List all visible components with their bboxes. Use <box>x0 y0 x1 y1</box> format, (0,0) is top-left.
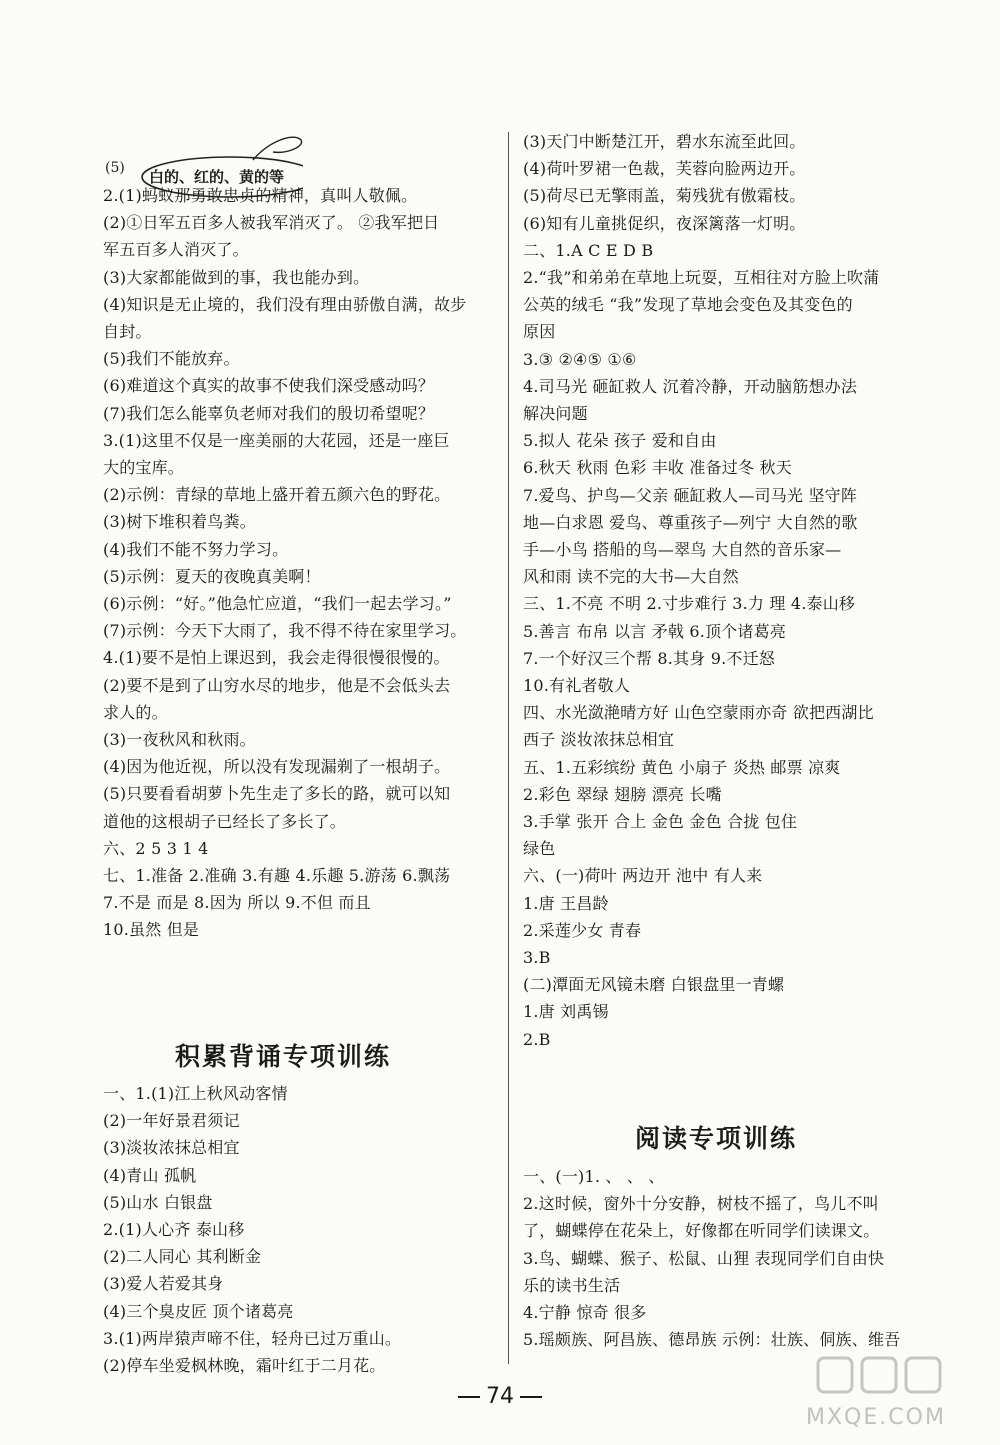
svg-text:MXQE.COM: MXQE.COM <box>806 1405 946 1430</box>
watermark-icon <box>800 1352 970 1432</box>
text-line: 1.唐 王昌龄 <box>523 893 609 913</box>
text-line: 原因 <box>523 322 556 342</box>
text-line: 道他的这根胡子已经长了多长了。 <box>103 811 347 831</box>
text-line: (4)我们不能不努力学习。 <box>103 539 289 559</box>
text-line: 军五百多人消灭了。 <box>103 240 249 260</box>
text-line: (3)淡妆浓抹总相宜 <box>103 1138 240 1158</box>
text-line: 2.“我”和弟弟在草地上玩耍，互相往对方脸上吹蒲 <box>523 268 880 287</box>
text-line: 3.(1)这里不仅是一座美丽的大花园，还是一座巨 <box>103 430 450 450</box>
text-line: 3.③ ②④⑤ ①⑥ <box>523 349 637 369</box>
text-line: 乐的读书生活 <box>523 1275 621 1295</box>
text-line: 六、2 5 3 1 4 <box>103 838 209 858</box>
text-line: (7)示例：今天下大雨了，我不得不待在家里学习。 <box>103 621 467 641</box>
text-line: 2.采莲少女 青春 <box>523 920 642 940</box>
text-line: 一、1.(1)江上秋风动客情 <box>103 1084 288 1103</box>
text-line: 二、1.A C E D B <box>523 240 654 260</box>
text-line: 手—小鸟 搭船的鸟—翠鸟 大自然的音乐家— <box>523 540 842 559</box>
text-line: 2.B <box>523 1029 551 1049</box>
text-line: 6.秋天 秋雨 色彩 丰收 准备过冬 秋天 <box>523 458 792 478</box>
text-line: (4)荷叶罗裙一色裁，芙蓉向脸两边开。 <box>523 159 806 179</box>
text-line: 解决问题 <box>523 404 588 423</box>
text-line: (4)三个臭皮匠 顶个诸葛亮 <box>103 1301 294 1321</box>
text-line: (3)爱人若爱其身 <box>103 1274 224 1294</box>
text-line: 3.B <box>523 948 551 967</box>
text-line: 3.手掌 张开 合上 金色 金色 合拢 包住 <box>523 812 798 831</box>
text-line: (6)难道这个真实的故事不使我们深受感动吗？ <box>103 376 435 396</box>
text-line: 大的宝库。 <box>103 458 185 477</box>
text-line: (5)我们不能放弃。 <box>103 349 240 369</box>
text-line: 求人的。 <box>103 702 168 722</box>
text-line: (2)示例：青绿的草地上盛开着五颜六色的野花。 <box>103 485 451 505</box>
oval-number: (5) <box>105 160 125 176</box>
text-line: (2)要不是到了山穷水尽的地步，他是不会低头去 <box>103 675 451 695</box>
text-line: 4.宁静 惊奇 很多 <box>523 1303 647 1322</box>
text-line: 2.这时候，窗外十分安静，树枝不摇了，鸟儿不叫 <box>523 1194 879 1214</box>
text-line: (4)知识是无止境的，我们没有理由骄傲自满，故步 <box>103 294 467 314</box>
text-line: 自封。 <box>103 322 152 341</box>
text-line: (5)示例：夏天的夜晚真美啊！ <box>103 566 321 586</box>
text-line: (5)荷尽已无擎雨盖，菊残犹有傲霜枝。 <box>523 186 806 206</box>
text-line: 西子 淡妆浓抹总相宜 <box>523 730 675 750</box>
dash-right <box>520 1396 542 1398</box>
text-line: 7.爱鸟、护鸟—父亲 砸缸救人—司马光 坚守阵 <box>523 485 858 505</box>
text-line: (2)①日军五百多人被我军消灭了。 ②我军把日 <box>103 213 440 233</box>
page-number-value: 74 <box>486 1384 514 1409</box>
text-line: (6)知有儿童挑促织，夜深篱落一灯明。 <box>523 213 806 233</box>
text-line: 四、水光潋滟晴方好 山色空蒙雨亦奇 欲把西湖比 <box>523 703 874 723</box>
text-line: 绿色 <box>523 839 556 859</box>
text-line: (3)树下堆积着鸟粪。 <box>103 512 256 532</box>
text-line: (3)一夜秋风和秋雨。 <box>103 730 256 749</box>
text-line: 六、(一)荷叶 两边开 池中 有人来 <box>523 866 763 886</box>
text-line: 5.拟人 花朵 孩子 爱和自由 <box>523 431 717 451</box>
text-line: 4.(1)要不是怕上课迟到，我会走得很慢很慢的。 <box>103 648 450 668</box>
text-line: 了，蝴蝶停在花朵上，好像都在听同学们读课文。 <box>523 1221 880 1241</box>
text-line: 七、1.准备 2.准确 3.有趣 4.乐趣 5.游荡 6.飘荡 <box>103 866 451 885</box>
text-line: 5.瑶颇族、阿昌族、德昂族 示例：壮族、侗族、维吾 <box>523 1330 901 1350</box>
text-line: 一、(一)1. 、 、 、 <box>523 1167 665 1186</box>
text-line: 五、1.五彩缤纷 黄色 小扇子 炎热 邮票 凉爽 <box>523 757 841 777</box>
text-line: (2)二人同心 其利断金 <box>103 1247 262 1267</box>
text-line: (7)我们怎么能辜负老师对我们的殷切希望呢？ <box>103 403 435 423</box>
text-line: 2.彩色 翠绿 翅膀 漂亮 长嘴 <box>523 784 722 804</box>
oval-text: 白的、红的、黄的等 <box>149 168 285 186</box>
text-line: 1.唐 刘禹锡 <box>523 1002 609 1022</box>
text-line: (5)只要看看胡萝卜先生走了多长的路，就可以知 <box>103 784 451 804</box>
text-line: (2)一年好景君须记 <box>103 1111 240 1131</box>
page-number <box>440 1382 560 1412</box>
column-divider <box>508 132 509 1364</box>
text-line: 2.(1)蚂蚁那勇敢忠贞的精神，真叫人敬佩。 <box>103 186 418 205</box>
section-heading: 积累背诵专项训练 <box>175 1042 392 1071</box>
text-line: (6)示例：“好。”他急忙应道，“我们一起去学习。” <box>103 594 452 613</box>
text-line: (3)大家都能做到的事，我也能办到。 <box>103 267 370 287</box>
watermark-logo <box>800 1352 970 1432</box>
section-heading: 阅读专项训练 <box>635 1124 798 1153</box>
text-line: (3)天门中断楚江开，碧水东流至此回。 <box>523 132 806 151</box>
text-line: 3.鸟、蝴蝶、猴子、松鼠、山狸 表现同学们自由快 <box>523 1248 885 1268</box>
text-line: (4)因为他近视，所以没有发现漏剃了一根胡子。 <box>103 757 451 777</box>
text-line: (2)停车坐爱枫林晚，霜叶红于二月花。 <box>103 1356 386 1375</box>
text-line: 地—白求恩 爱鸟、尊重孩子—列宁 大自然的歌 <box>523 512 858 532</box>
text-line: 三、1.不亮 不明 2.寸步难行 3.力 理 4.泰山移 <box>523 594 856 614</box>
text-line: 10.虽然 但是 <box>103 920 200 940</box>
text-line: (4)青山 孤帆 <box>103 1165 197 1185</box>
text-line: 风和雨 读不完的大书—大自然 <box>523 567 739 587</box>
text-line: 4.司马光 砸缸救人 沉着冷静，开动脑筋想办法 <box>523 376 858 396</box>
text-line: 2.(1)人心齐 泰山移 <box>103 1220 245 1239</box>
text-line: 5.善言 布帛 以言 矛戟 6.顶个诸葛亮 <box>523 621 787 641</box>
text-line: 3.(1)两岸猿声啼不住，轻舟已过万重山。 <box>103 1328 402 1348</box>
text-line: (5)山水 白银盘 <box>103 1192 213 1212</box>
text-line: 公英的绒毛 “我”发现了草地会变色及其变色的 <box>523 295 853 315</box>
text-line: (二)潭面无风镜未磨 白银盘里一青螺 <box>523 975 785 995</box>
dash-left <box>458 1396 480 1398</box>
text-line: 7.不是 而是 8.因为 所以 9.不但 而且 <box>103 893 371 913</box>
text-line: 7.一个好汉三个帮 8.其身 9.不迁怒 <box>523 648 775 668</box>
text-line: 10.有礼者敬人 <box>523 676 631 695</box>
